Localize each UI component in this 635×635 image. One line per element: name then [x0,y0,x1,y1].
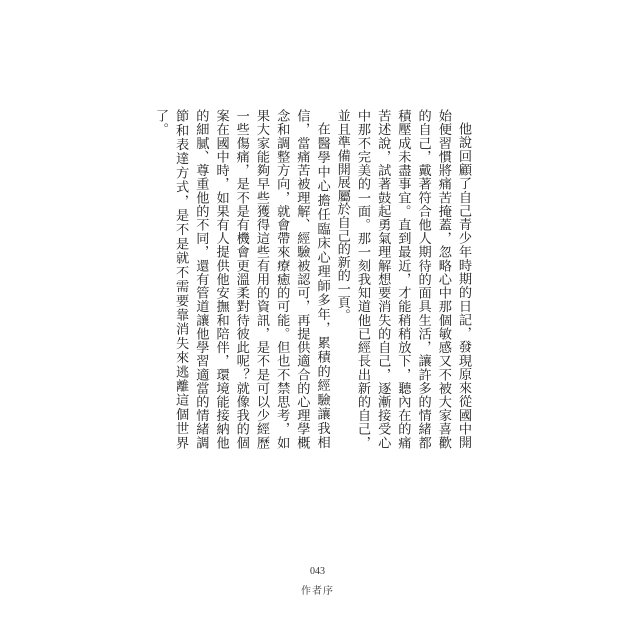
paragraph-1: 他說回顧了自己青少年時期的日記，發現原來從國中開始便習慣將痛苦掩蓋，忽略心中那個敏感又不被大家喜歡的自己，戴著符合他人期待的面具生活，讓許多的情緒都積壓成未盡事宜。直到最近，才能稍稍放下，聽內在的痛苦述說，試著鼓起勇氣理解想要消失的自己，逐漸接受心中那不完美的一面。那一刻我知道他已經長出新的自己，並且準備開展屬於自己的新的一頁。 [334,109,471,449]
body-text [150,109,473,449]
section-name: 作者序 [301,586,334,597]
page-number: 043 [310,566,325,577]
paragraph-2: 在醫學中心擔任臨床心理師多年，累積的經驗讓我相信，當痛苦被理解、經驗被認可，再提供適合的心理學概念和調整方向，就會帶來療癒的可能。但也不禁思考，如果大家能夠早些獲得這些有用的資訊，是不是可以少經歷一些傷痛，是不是有機會更溫柔對待彼此呢？就像我的個案在國中時，如果有人提供他安撫和陪伴，環境能接納他的細膩、尊重他的不同，還有管道讓他學習適當的情緒調節和表達方式，是不是就不需要靠消失來逃離這個世界了。 [152,109,330,449]
